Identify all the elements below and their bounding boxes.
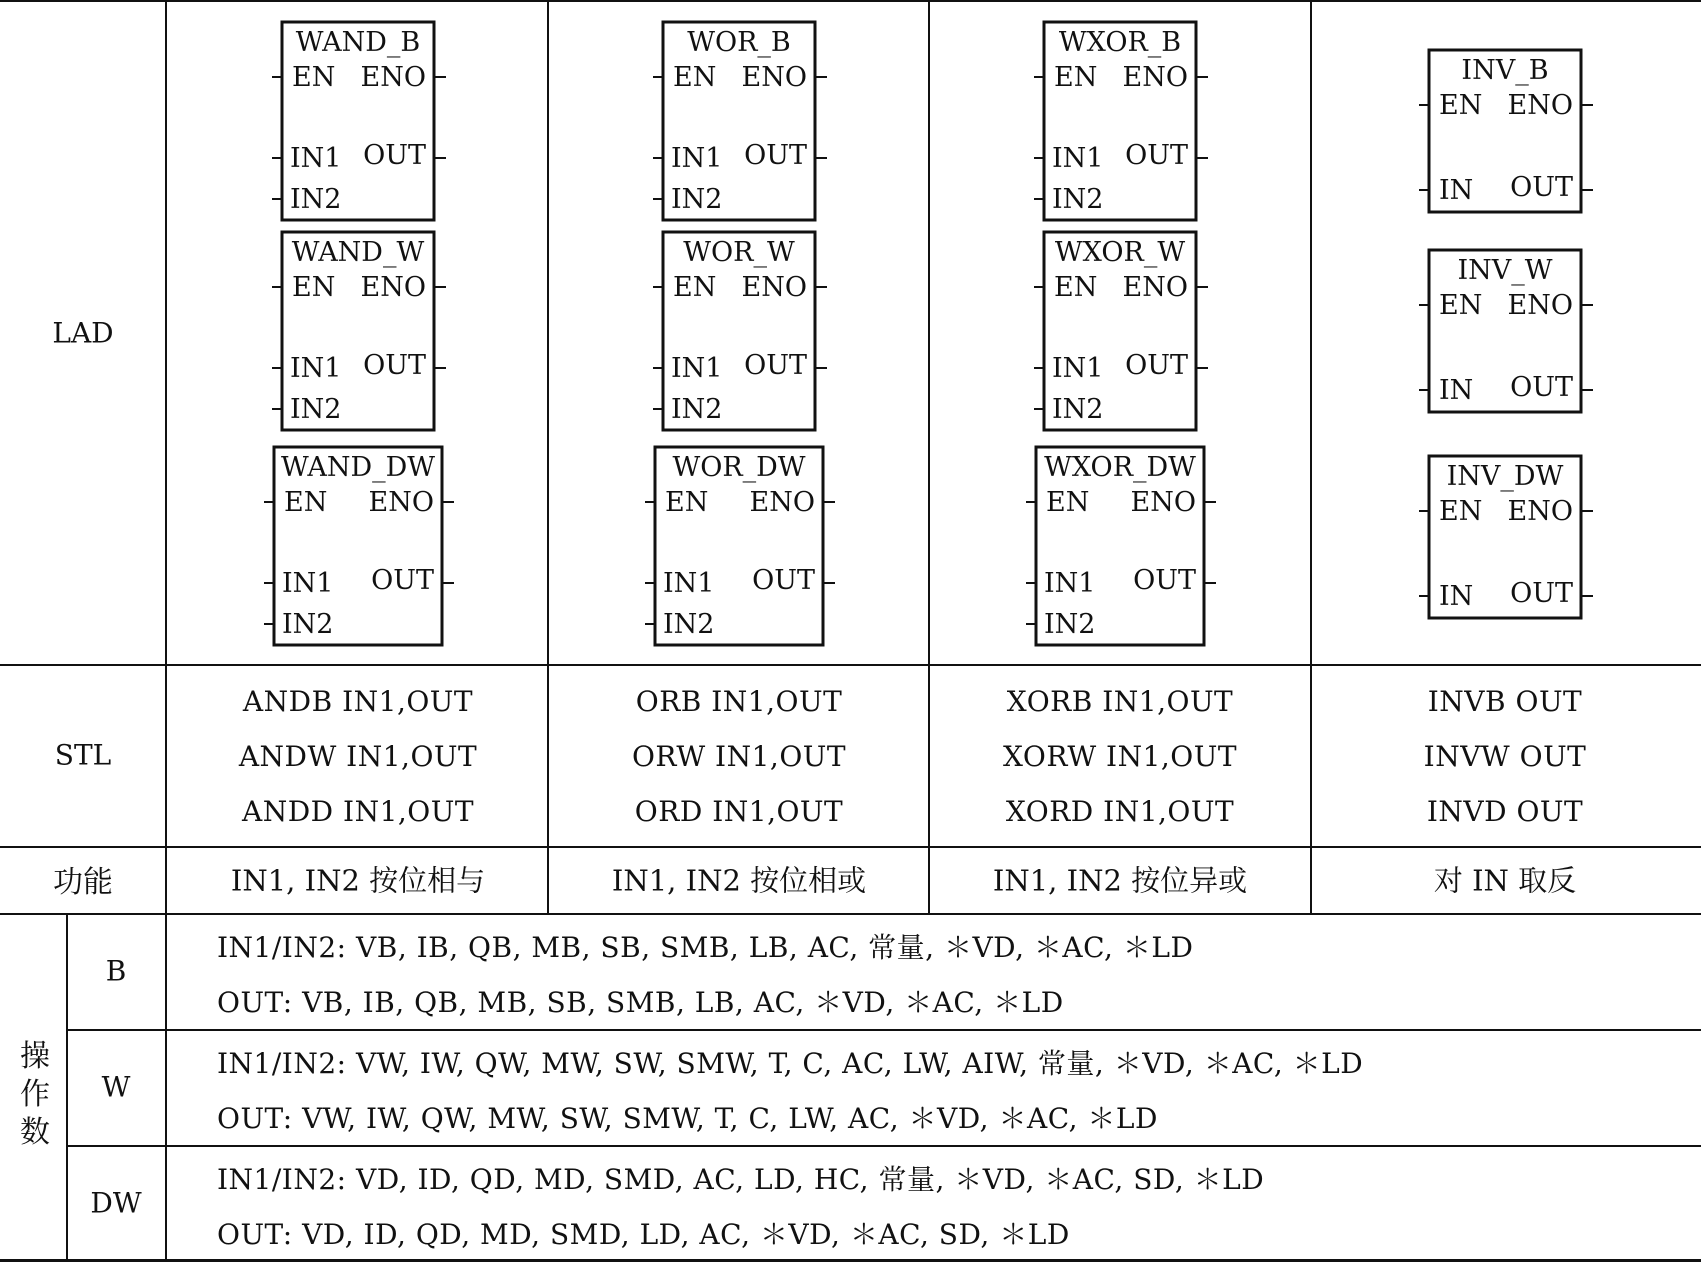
pin-in-label: IN <box>1439 175 1474 206</box>
stl-col-and-2: ANDW IN1,OUT <box>238 740 478 773</box>
pin-out-label: OUT <box>363 350 426 381</box>
operands-char: 操 <box>20 1039 50 1074</box>
operand-w-output: OUT: VW, IW, QW, MW, SW, SMW, T, C, LW, AC, ＊VD, ＊AC, ＊LD <box>217 1102 1158 1135</box>
stl-col-xor-3: XORD IN1,OUT <box>1005 795 1235 828</box>
pin-en-label: EN <box>1439 90 1483 121</box>
pin-in1-label: IN1 <box>282 568 334 599</box>
pin-eno-label: ENO <box>1130 487 1196 518</box>
block-title: INV_DW <box>1446 461 1564 492</box>
pin-en-label: EN <box>284 487 328 518</box>
function-or: IN1, IN2 按位相或 <box>611 863 867 898</box>
stl-col-or-2: ORW IN1,OUT <box>631 740 847 773</box>
pin-in1-label: IN1 <box>671 143 723 174</box>
pin-in-label: IN <box>1439 581 1474 612</box>
pin-en-label: EN <box>1439 290 1483 321</box>
operands-char: 作 <box>20 1077 50 1112</box>
stl-col-and-1: ANDB IN1,OUT <box>242 685 474 718</box>
block-title: WAND_B <box>295 27 421 58</box>
pin-eno-label: ENO <box>1122 272 1188 303</box>
stl-col-or-1: ORB IN1,OUT <box>635 685 843 718</box>
pin-eno-label: ENO <box>749 487 815 518</box>
stl-col-and-3: ANDD IN1,OUT <box>241 795 475 828</box>
pin-in1-label: IN1 <box>663 568 715 599</box>
block-title: WAND_W <box>291 237 425 268</box>
pin-out-label: OUT <box>1510 372 1573 403</box>
operand-type-b: B <box>105 954 127 988</box>
pin-in2-label: IN2 <box>1044 609 1096 640</box>
row-header-lad: LAD <box>52 316 114 350</box>
pin-out-label: OUT <box>1510 578 1573 609</box>
pin-en-label: EN <box>665 487 709 518</box>
pin-in1-label: IN1 <box>290 353 342 384</box>
row-divider-func <box>0 913 1701 915</box>
pin-in2-label: IN2 <box>282 609 334 640</box>
pin-eno-label: ENO <box>368 487 434 518</box>
pin-in1-label: IN1 <box>1044 568 1096 599</box>
pin-in2-label: IN2 <box>663 609 715 640</box>
pin-en-label: EN <box>1054 272 1098 303</box>
block-title: WOR_W <box>683 237 795 268</box>
pin-en-label: EN <box>1439 496 1483 527</box>
pin-eno-label: ENO <box>360 272 426 303</box>
block-title: WXOR_B <box>1058 27 1182 58</box>
pin-en-label: EN <box>673 62 717 93</box>
pin-en-label: EN <box>673 272 717 303</box>
pin-en-label: EN <box>292 272 336 303</box>
pin-eno-label: ENO <box>1507 290 1573 321</box>
block-title: INV_W <box>1457 255 1553 286</box>
operand-dw-output: OUT: VD, ID, QD, MD, SMD, LD, AC, ＊VD, ＊AC, SD, ＊LD <box>217 1218 1070 1251</box>
row-divider-stl <box>0 846 1701 848</box>
stl-col-inv-1: INVB OUT <box>1427 685 1583 718</box>
pin-eno-label: ENO <box>1507 90 1573 121</box>
pin-in1-label: IN1 <box>671 353 723 384</box>
pin-in1-label: IN1 <box>1052 353 1104 384</box>
pin-out-label: OUT <box>363 140 426 171</box>
block-title: INV_B <box>1461 55 1549 86</box>
pin-eno-label: ENO <box>360 62 426 93</box>
pin-out-label: OUT <box>744 140 807 171</box>
operand-b-output: OUT: VB, IB, QB, MB, SB, SMB, LB, AC, ＊VD, ＊AC, ＊LD <box>217 986 1064 1019</box>
pin-in1-label: IN1 <box>290 143 342 174</box>
function-xor: IN1, IN2 按位异或 <box>992 863 1248 898</box>
pin-out-label: OUT <box>744 350 807 381</box>
pin-in2-label: IN2 <box>1052 184 1104 215</box>
operand-dw-inputs: IN1/IN2: VD, ID, QD, MD, SMD, AC, LD, HC, 常量, ＊VD, ＊AC, SD, ＊LD <box>217 1163 1265 1196</box>
stl-col-xor-2: XORW IN1,OUT <box>1002 740 1238 773</box>
function-inv: 对 IN 取反 <box>1433 863 1577 898</box>
operand-type-dw: DW <box>90 1186 142 1220</box>
block-title: WXOR_W <box>1054 237 1186 268</box>
pin-out-label: OUT <box>1125 140 1188 171</box>
pin-in2-label: IN2 <box>671 394 723 425</box>
block-title: WAND_DW <box>280 452 436 483</box>
pin-in-label: IN <box>1439 375 1474 406</box>
row-header-operands <box>20 1038 50 1152</box>
row-header-function: 功能 <box>53 865 113 900</box>
block-title: WXOR_DW <box>1044 452 1196 483</box>
row-divider-lad <box>0 664 1701 666</box>
operand-type-w: W <box>101 1070 131 1104</box>
pin-eno-label: ENO <box>741 272 807 303</box>
pin-out-label: OUT <box>1125 350 1188 381</box>
col-divider-operand-type <box>66 913 68 1261</box>
pin-en-label: EN <box>292 62 336 93</box>
block-title: WOR_B <box>687 27 791 58</box>
operand-w-inputs: IN1/IN2: VW, IW, QW, MW, SW, SMW, T, C, AC, LW, AIW, 常量, ＊VD, ＊AC, ＊LD <box>217 1047 1364 1080</box>
operand-b-inputs: IN1/IN2: VB, IB, QB, MB, SB, SMB, LB, AC, 常量, ＊VD, ＊AC, ＊LD <box>217 931 1194 964</box>
pin-en-label: EN <box>1046 487 1090 518</box>
row-header-stl: STL <box>54 738 112 772</box>
pin-out-label: OUT <box>752 565 815 596</box>
pin-out-label: OUT <box>371 565 434 596</box>
stl-col-inv-2: INVW OUT <box>1423 740 1587 773</box>
operands-char: 数 <box>20 1115 50 1150</box>
lad-blocks <box>264 22 1593 645</box>
pin-in2-label: IN2 <box>671 184 723 215</box>
block-title: WOR_DW <box>672 452 806 483</box>
pin-out-label: OUT <box>1133 565 1196 596</box>
row-divider-w <box>66 1145 1701 1147</box>
function-and: IN1, IN2 按位相与 <box>230 863 486 898</box>
row-divider-b <box>66 1029 1701 1031</box>
pin-in2-label: IN2 <box>1052 394 1104 425</box>
pin-eno-label: ENO <box>741 62 807 93</box>
pin-eno-label: ENO <box>1122 62 1188 93</box>
stl-col-inv-3: INVD OUT <box>1426 795 1584 828</box>
table-bottom-border <box>0 1259 1701 1262</box>
pin-in2-label: IN2 <box>290 394 342 425</box>
pin-in2-label: IN2 <box>290 184 342 215</box>
stl-col-or-3: ORD IN1,OUT <box>634 795 844 828</box>
pin-in1-label: IN1 <box>1052 143 1104 174</box>
pin-eno-label: ENO <box>1507 496 1573 527</box>
pin-out-label: OUT <box>1510 172 1573 203</box>
pin-en-label: EN <box>1054 62 1098 93</box>
stl-col-xor-1: XORB IN1,OUT <box>1006 685 1234 718</box>
